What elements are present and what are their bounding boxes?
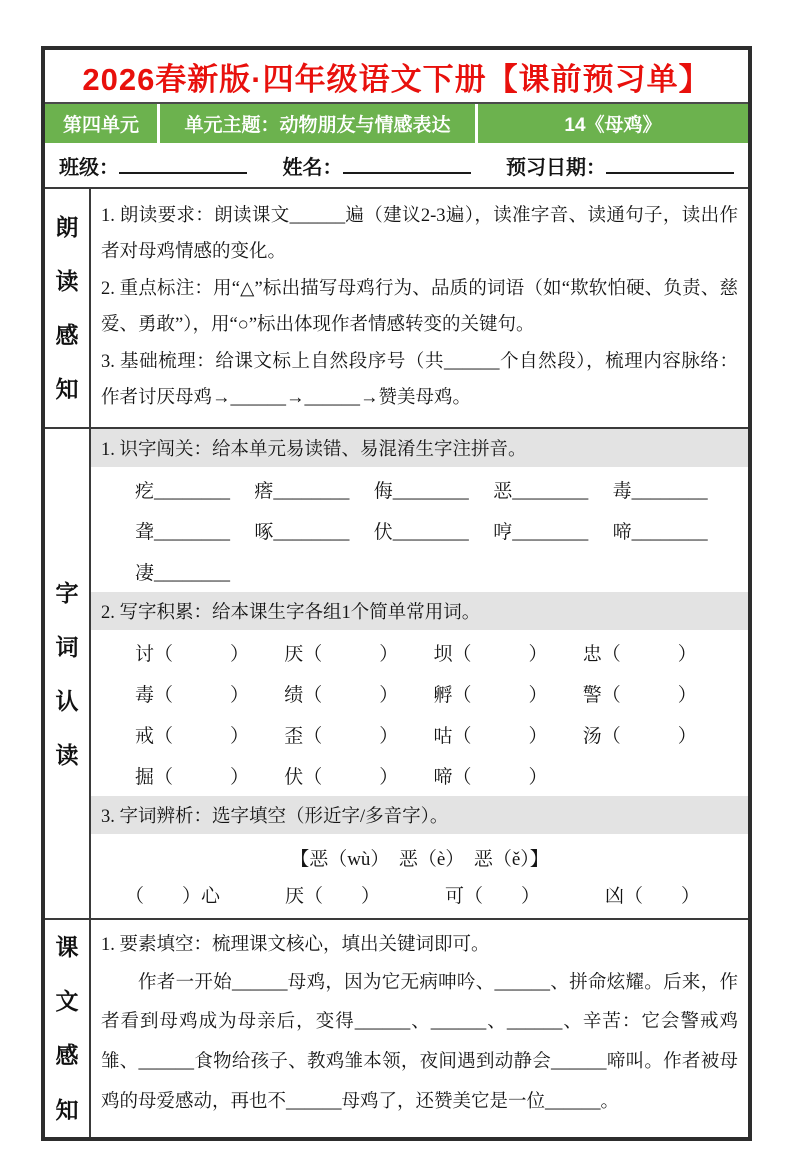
section-label-words: 字词认读 <box>45 429 91 918</box>
writing-row <box>91 714 748 755</box>
words-body <box>91 429 748 918</box>
writing-cell: 绩（ ） <box>284 685 399 707</box>
class-blank <box>119 153 247 174</box>
writing-cell: 戒（ ） <box>135 726 250 748</box>
writing-row <box>91 755 748 796</box>
duoyinzi-options: 【恶（wù） 恶（è） 恶（ě）】 <box>290 849 549 871</box>
pinyin-cell: 瘩________ <box>254 481 350 503</box>
section-comprehension <box>45 918 748 1136</box>
section-label-comprehension: 课文感知 <box>45 920 91 1136</box>
writing-cell: 厌（ ） <box>284 644 399 666</box>
pinyin-cell: 凄________ <box>135 563 231 585</box>
writing-cell: 孵（ ） <box>433 685 548 707</box>
reading-item: 3. 基础梳理：给课文标上自然段序号（共______个自然段），梳理内容脉络：作者讨厌母鸡→______→______→赞美母鸡。 <box>101 352 738 409</box>
reading-body <box>91 189 748 427</box>
pinyin-cell: 伏________ <box>373 522 469 544</box>
writing-cell: 伏（ ） <box>284 767 399 789</box>
unit-cell: 第四单元 <box>45 104 157 143</box>
name-blank <box>343 153 471 174</box>
page-title: 2026春新版·四年级语文下册【课前预习单】 <box>45 50 748 104</box>
theme-cell: 单元主题：动物朋友与情感表达 <box>160 104 475 143</box>
analysis-blank-item: 厌（ ） <box>284 886 380 908</box>
info-row <box>45 143 748 189</box>
comprehension-heading: 1. 要素填空：梳理课文核心，填出关键词即可。 <box>101 935 490 956</box>
analysis-blanks-row <box>91 875 748 918</box>
writing-cell: 咕（ ） <box>433 726 548 748</box>
comprehension-body <box>91 920 748 1136</box>
analysis-blank-item: 可（ ） <box>444 886 540 908</box>
pinyin-row <box>91 469 748 510</box>
section-label-reading: 朗读感知 <box>45 189 91 427</box>
writing-cell: 汤（ ） <box>582 726 697 748</box>
writing-row <box>91 673 748 714</box>
section-words <box>45 427 748 918</box>
section-reading <box>45 189 748 427</box>
lesson-cell: 14《母鸡》 <box>478 104 748 143</box>
reading-item: 1. 朗读要求：朗读课文______遍（建议2-3遍），读准字音、读通句子，读出作者对母鸡情感的变化。 <box>101 206 738 263</box>
date-blank <box>606 153 734 174</box>
pinyin-cell: 侮________ <box>373 481 469 503</box>
unit-bar <box>45 104 748 143</box>
writing-cell: 忠（ ） <box>582 644 697 666</box>
analysis-blank-item: 凶（ ） <box>604 886 700 908</box>
writing-heading: 2. 写字积累：给本课生字各组1个简单常用词。 <box>91 592 748 630</box>
writing-cell: 歪（ ） <box>284 726 399 748</box>
class-label: 班级： <box>59 156 119 179</box>
analysis-blank-item: （ ）心 <box>125 886 221 908</box>
writing-cell: 坝（ ） <box>433 644 548 666</box>
pinyin-cell: 啼________ <box>612 522 708 544</box>
worksheet-frame <box>41 46 752 1141</box>
pinyin-cell: 啄________ <box>254 522 350 544</box>
pinyin-row <box>91 510 748 551</box>
writing-cell: 毒（ ） <box>135 685 250 707</box>
pinyin-cell: 恶________ <box>493 481 589 503</box>
writing-cell: 警（ ） <box>582 685 697 707</box>
pinyin-heading: 1. 识字闯关：给本单元易读错、易混淆生字注拼音。 <box>91 429 748 467</box>
pinyin-cell: 聋________ <box>135 522 231 544</box>
writing-cell: 啼（ ） <box>433 767 548 789</box>
reading-item: 2. 重点标注：用“△”标出描写母鸡行为、品质的词语（如“欺软怕硬、负责、慈爱、勇敢”），用“○”标出体现作者情感转变的关键句。 <box>101 279 738 336</box>
pinyin-cell: 哼________ <box>493 522 589 544</box>
name-label: 姓名： <box>282 156 343 179</box>
date-label: 预习日期： <box>506 156 606 179</box>
pinyin-cell: 毒________ <box>612 481 708 503</box>
writing-cell: 讨（ ） <box>135 644 250 666</box>
pinyin-cell: 疙________ <box>135 481 231 503</box>
analysis-heading: 3. 字词辨析：选字填空（形近字/多音字）。 <box>91 796 748 834</box>
writing-cell: 掘（ ） <box>135 767 250 789</box>
writing-row <box>91 632 748 673</box>
pinyin-row <box>91 551 748 592</box>
comprehension-passage: 作者一开始______母鸡，因为它无病呻吟、______、拼命炫耀。后来，作者看到母鸡成为母亲后，变得______、______、______、辛苦：它会警戒鸡雏、______食物给孩子、教鸡雏本领，夜间遇到动静会______啼叫。作者被母鸡的母爱感动，再也不______母鸡了，还赞美它是一位______。 <box>101 972 738 1112</box>
